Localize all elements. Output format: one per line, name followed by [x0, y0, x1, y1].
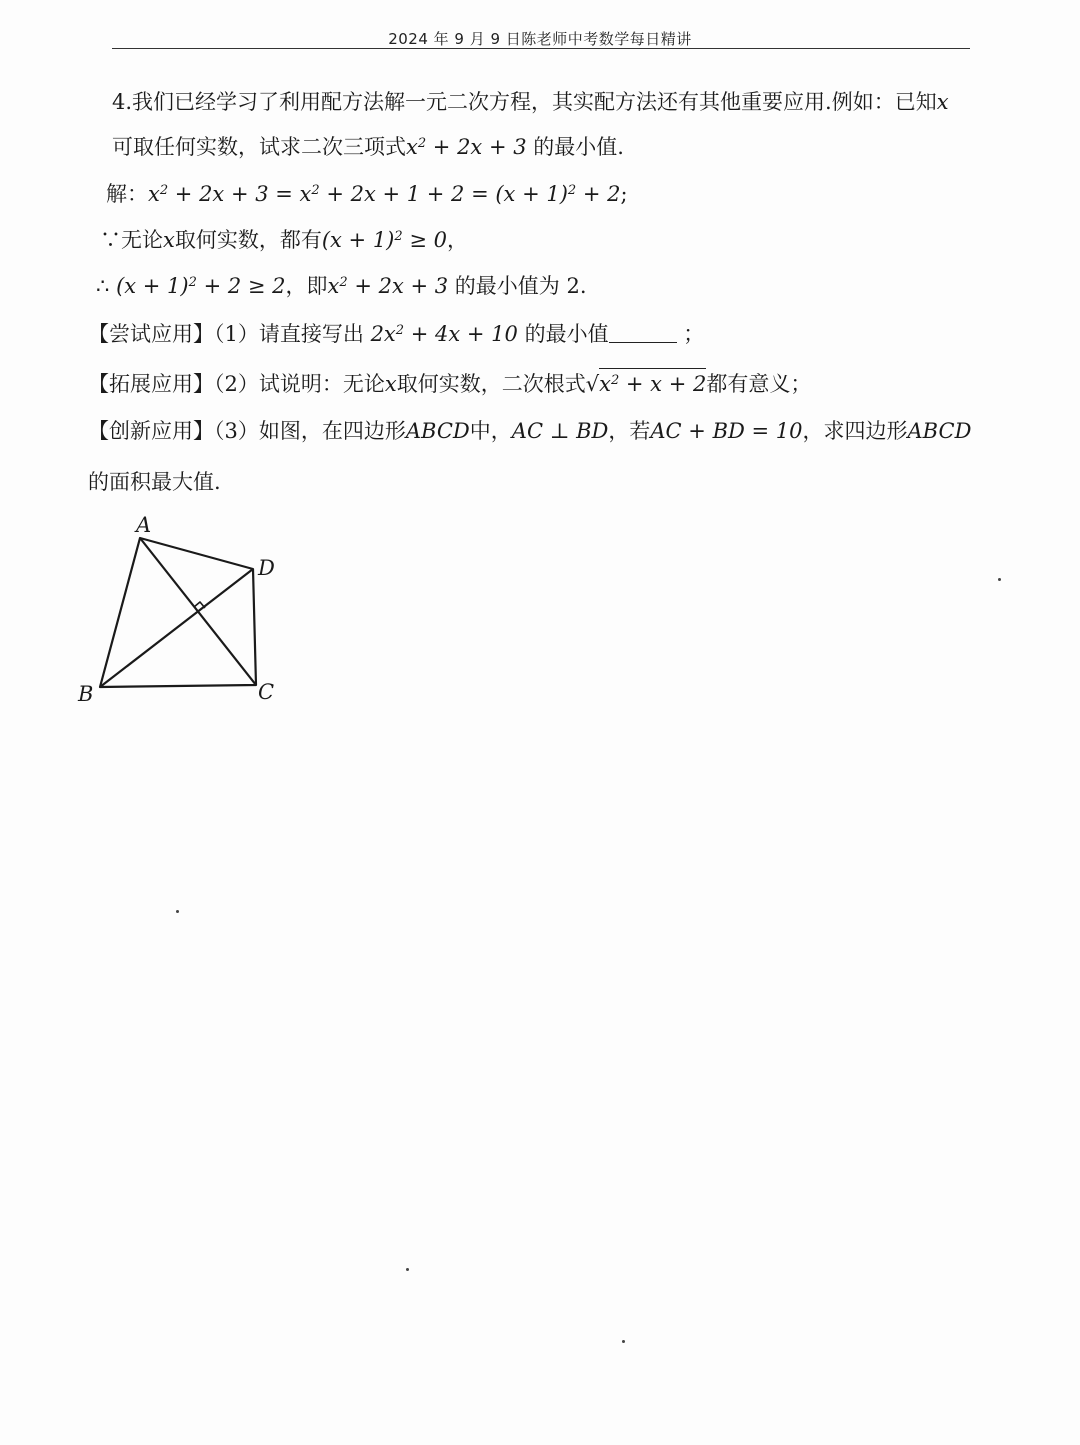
because-symbol: ∵ [100, 228, 121, 252]
part-1-text-a: 请直接写出 [258, 322, 364, 346]
problem-intro-line-1 [112, 88, 949, 116]
scan-speck [406, 1268, 409, 1271]
scan-speck [176, 910, 179, 913]
part-3-text-b: 中， [469, 419, 512, 443]
label-a: A [136, 513, 152, 537]
part-2-number: （2） [214, 372, 259, 396]
part-3-text-d: ，求四边形 [802, 419, 908, 443]
part-3-line-1: 【创新应用】（3）如图，在四边形ABCD中，AC ⊥ BD，若AC + BD = 10，求四边形ABCD [88, 419, 972, 443]
part-2-line: 【拓展应用】（2）试说明：无论x取何实数，二次根式$√x^2 + x + 2$都有意义； [88, 368, 811, 398]
therefore-line: ∴ $(x + 1)^2 + 2 \ge 2$，即$x^2 + 2x + 3$ 的最小值为 2. [96, 274, 587, 298]
because-text-a: 无论 [121, 228, 163, 252]
var-x: x [936, 90, 949, 114]
part-3-number: （3） [214, 419, 259, 443]
because-line: ∵无论x取何实数，都有$(x + 1)^2 \ge 0$， [100, 228, 468, 252]
radical-expr: $x^2 + x + 2$ [599, 368, 706, 398]
part-2-text-b: 取何实数，二次根式 [396, 372, 586, 396]
part-1-end: ； [683, 322, 705, 346]
label-b: B [78, 682, 94, 706]
part-2-text-c: 都有意义； [706, 372, 812, 396]
quadrilateral-abcd [100, 538, 256, 687]
part-3-tag: 【创新应用】 [88, 419, 214, 443]
problem-intro-line-2 [112, 133, 624, 161]
part-1-line [88, 320, 704, 348]
header-rule [112, 48, 970, 49]
part-3-text-e: 的面积最大值. [88, 470, 221, 494]
part-1-expr: $2x^2 + 4x + 10$ [370, 322, 518, 346]
therefore-expr: $(x + 1)^2 + 2 \ge 2$ [116, 274, 286, 298]
problem-intro-text-2a: 可取任何实数，试求二次三项式 [112, 135, 406, 159]
because-expr: $(x + 1)^2 \ge 0$ [321, 228, 447, 252]
part-1-tag: 【尝试应用】 [88, 322, 214, 346]
part-1-text-b: 的最小值 [524, 322, 609, 346]
solution-label: 解： [106, 182, 148, 206]
because-text-b: 取何实数，都有 [174, 228, 322, 252]
problem-number: 4. [112, 90, 133, 114]
therefore-symbol: ∴ [96, 274, 110, 298]
solution-expr: $x^2 + 2x + 3 = x^2 + 2x + 1 + 2 = (x + 1)^2 + 2$ [148, 182, 621, 206]
problem-intro-text-1: 我们已经学习了利用配方法解一元二次方程，其实配方法还有其他重要应用.例如：已知 [132, 90, 937, 114]
part-3-line-2 [88, 468, 221, 496]
therefore-text-b: 的最小值为 2. [454, 274, 587, 298]
solution-line: 解：$x^2 + 2x + 3 = x^2 + 2x + 1 + 2 = (x + 1)^2 + 2$; [106, 182, 628, 206]
problem-intro-text-2b: 的最小值. [533, 135, 624, 159]
part-3-text-c: ，若 [608, 419, 651, 443]
label-d: D [258, 556, 275, 580]
therefore-text-a: 即 [306, 274, 328, 298]
answer-blank[interactable] [609, 320, 677, 343]
page-header: 2024 年 9 月 9 日陈老师中考数学每日精讲 [388, 30, 692, 48]
part-2-tag: 【拓展应用】 [88, 372, 214, 396]
part-2-text-a: 试说明：无论 [258, 372, 385, 396]
part-1-number: （1） [214, 322, 259, 346]
expr-trinomial: $x^2 + 2x + 3$ [406, 135, 527, 159]
part-3-text-a: 如图，在四边形 [258, 419, 406, 443]
quadrilateral-diagram [70, 505, 300, 719]
radical-sign: √ [585, 372, 600, 396]
diagonal-bd [100, 569, 253, 687]
scan-speck [622, 1340, 625, 1343]
scan-speck [998, 578, 1001, 581]
label-c: C [258, 680, 275, 704]
